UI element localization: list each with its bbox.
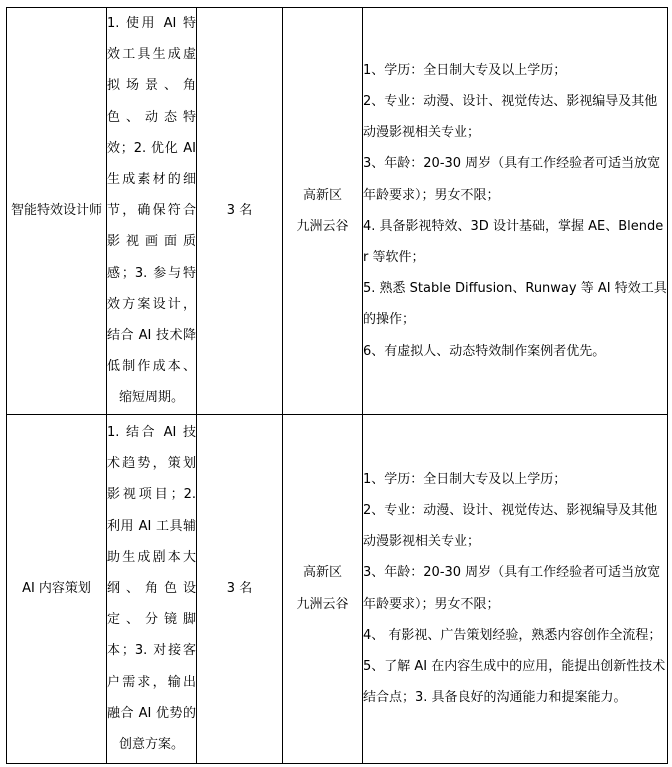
position-name — [7, 8, 107, 415]
work-location — [283, 414, 363, 763]
work-location — [283, 8, 363, 415]
table-row — [7, 8, 668, 415]
requirements — [363, 8, 668, 415]
headcount-text: 3 名 — [226, 203, 253, 219]
requirement-item: 5、了解 AI 在内容生成中的应用，能提出创新性技术结合点；3. 具备良好的沟通能力和提案能力。 — [363, 659, 666, 706]
job-duties — [107, 414, 201, 763]
requirements — [363, 414, 668, 763]
table-row — [7, 414, 668, 763]
position-name — [7, 414, 107, 763]
job-duties — [107, 8, 201, 415]
duties-text: 1. 结合 AI 技术趋势，策划影视项目；2. 利用 AI 工具辅助生成剧本大纲、角色设定、分镜脚本；3. 对接客户需求，输出融合 AI 优势的创意方案。 — [107, 425, 201, 753]
position-text: 智能特效设计师 — [10, 203, 102, 219]
requirement-item: 1、学历：全日制大专及以上学历； — [363, 471, 567, 487]
headcount-text: 3 名 — [226, 581, 253, 597]
requirement-item: 2、专业：动漫、设计、视觉传达、影视编导及其他动漫影视相关专业； — [363, 503, 658, 550]
requirement-item: 5. 熟悉 Stable Diffusion、Runway 等 AI 特效工具的操作； — [363, 281, 667, 328]
requirement-item: 3、年龄：20-30 周岁（具有工作经验者可适当放宽年龄要求）；男女不限； — [363, 156, 661, 203]
location-text: 高新区 九洲云谷 — [296, 187, 349, 234]
duties-text: 1. 使用 AI 特效工具生成虚拟场景、角色、动态特效；2. 优化 AI 生成素材的细节，确保符合影视画面质感；3. 参与特效方案设计，结合 AI 技术降低制作成本、缩短周期。 — [107, 16, 201, 406]
requirement-item: 3、年龄：20-30 周岁（具有工作经验者可适当放宽年龄要求）；男女不限； — [363, 565, 661, 612]
job-requirements-table — [6, 7, 668, 764]
headcount — [197, 414, 283, 763]
requirement-item: 6、有虚拟人、动态特效制作案例者优先。 — [363, 343, 606, 359]
position-text: AI 内容策划 — [22, 581, 91, 597]
headcount — [197, 8, 283, 415]
requirement-item: 2、专业：动漫、设计、视觉传达、影视编导及其他动漫影视相关专业； — [363, 94, 658, 141]
requirement-item: 4、 有影视、广告策划经验，熟悉内容创作全流程； — [363, 627, 662, 643]
requirement-item: 4. 具备影视特效、3D 设计基础，掌握 AE、Blender 等软件； — [363, 218, 664, 266]
location-text: 高新区 九洲云谷 — [296, 565, 349, 612]
requirement-item: 1、学历：全日制大专及以上学历； — [363, 62, 567, 78]
